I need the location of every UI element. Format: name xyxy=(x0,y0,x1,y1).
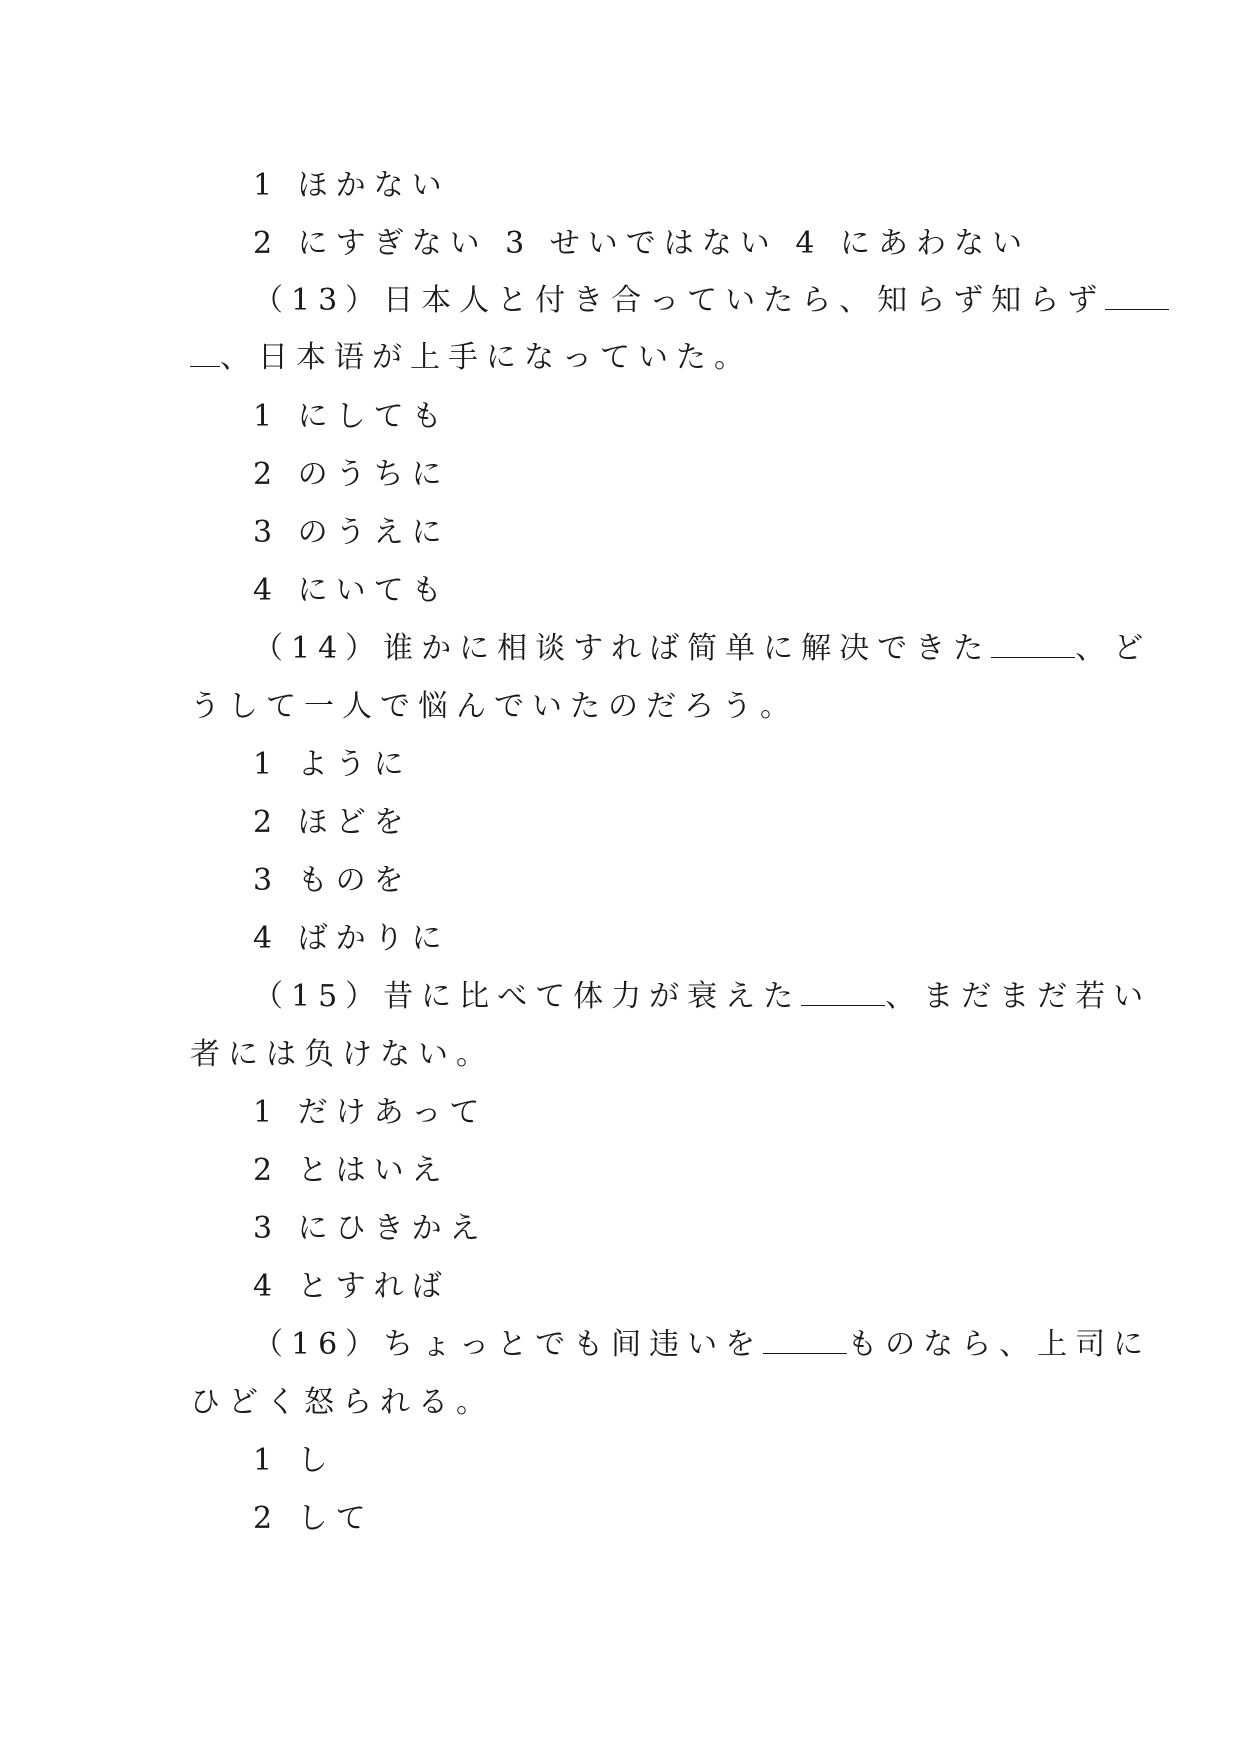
option-line xyxy=(253,1267,1133,1307)
option-line xyxy=(253,803,1133,843)
option-line xyxy=(253,1209,1133,1249)
question-text: （13）日本人と付き合っていたら、知らず知らず xyxy=(253,283,1106,318)
option-text: 4 にいても xyxy=(253,573,450,608)
question-16-line xyxy=(253,1325,1152,1365)
option-text: 1 だけあって xyxy=(253,1095,488,1130)
question-text: 者には负けない。 xyxy=(190,1037,494,1072)
option-text: 3 にひきかえ xyxy=(253,1211,488,1246)
question-text: ものなら、上司に xyxy=(847,1327,1152,1362)
question-text: （16）ちょっとでも间违いを xyxy=(253,1327,764,1362)
option-line xyxy=(253,1441,1133,1481)
option-text: 1 ように xyxy=(253,747,412,782)
question-text: （15）昔に比べて体力が衰えた xyxy=(253,979,802,1014)
question-15-continuation xyxy=(190,1035,1070,1075)
option-text: 3 のうえに xyxy=(253,515,450,550)
question-text: うして一人で悩んでいたのだろう。 xyxy=(190,689,798,724)
option-line xyxy=(253,1151,1133,1191)
answer-blank xyxy=(1105,281,1169,310)
option-text: 1 にしても xyxy=(253,399,450,434)
option-line xyxy=(253,571,1133,611)
option-text: 2 ほどを xyxy=(253,805,412,840)
option-line xyxy=(253,745,1133,785)
option-line xyxy=(253,861,1133,901)
option-text: 4 とすれば xyxy=(253,1269,450,1304)
question-text: 、まだまだ若い xyxy=(885,979,1152,1014)
option-text: 3 ものを xyxy=(253,863,412,898)
question-15-line xyxy=(253,977,1152,1017)
question-16-continuation xyxy=(190,1383,1070,1423)
option-text: 2 にすぎない 3 せいではない 4 にあわない xyxy=(253,226,1030,261)
option-line xyxy=(253,397,1133,437)
question-text: 、日本语が上手になっていた。 xyxy=(220,340,752,375)
question-text: （14）谁かに相谈すれば简单に解决できた xyxy=(253,631,992,666)
option-line xyxy=(253,224,1133,264)
question-14-continuation xyxy=(190,687,1070,727)
option-text: 4 ばかりに xyxy=(253,921,450,956)
question-13-continuation xyxy=(190,338,1070,378)
option-line xyxy=(253,166,1133,206)
option-text: 2 のうちに xyxy=(253,457,450,492)
question-13-line xyxy=(253,281,1133,321)
option-text: 1 し xyxy=(253,1443,336,1478)
option-line xyxy=(253,513,1133,553)
question-text: ひどく怒られる。 xyxy=(190,1385,494,1420)
answer-blank xyxy=(991,629,1075,658)
option-line xyxy=(253,919,1133,959)
answer-blank xyxy=(801,977,885,1006)
option-line xyxy=(253,1499,1133,1539)
answer-blank xyxy=(190,338,220,367)
question-14-line xyxy=(253,629,1152,669)
option-line xyxy=(253,1093,1133,1133)
option-text: 2 して xyxy=(253,1501,374,1536)
option-text: 1 ほかない xyxy=(253,168,450,203)
option-line xyxy=(253,455,1133,495)
option-text: 2 とはいえ xyxy=(253,1153,450,1188)
answer-blank xyxy=(763,1325,847,1354)
question-text: 、ど xyxy=(1075,631,1152,666)
